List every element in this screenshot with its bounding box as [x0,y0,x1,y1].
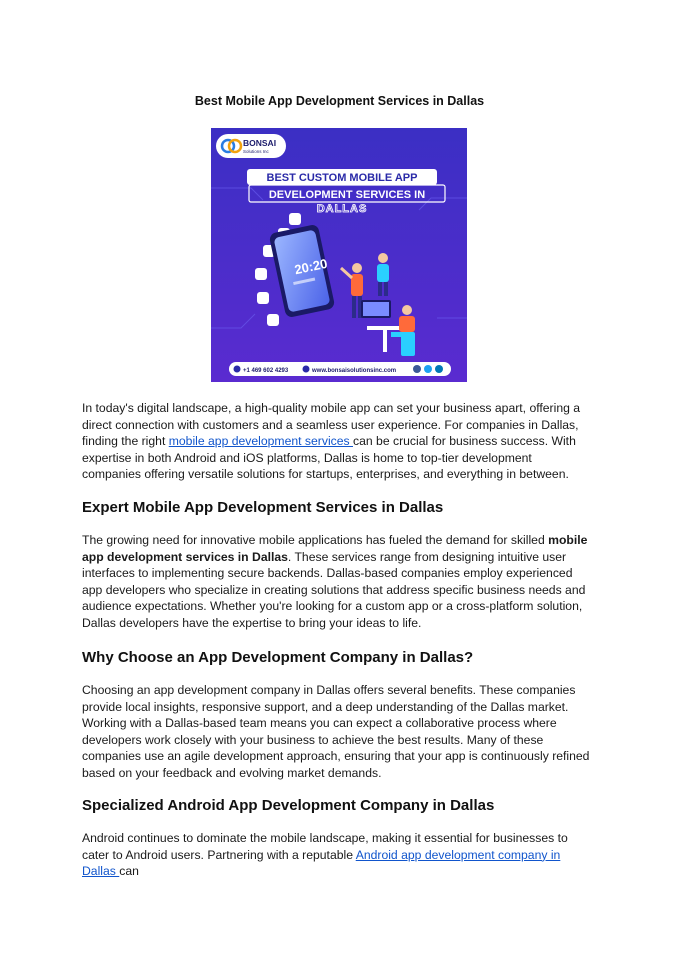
linkedin-icon [435,365,443,373]
document-title: Best Mobile App Development Services in Dallas [194,94,485,108]
expert-paragraph [82,532,592,632]
android-text-2: can [119,864,139,879]
android-app-development-link[interactable]: Android app development company in Dallas [82,847,561,879]
android-paragraph [82,830,592,880]
mobile-app-development-link[interactable]: mobile app development services [168,434,353,449]
why-paragraph: Choosing an app development company in Dallas offers several benefits. These companies provide local insights, responsive support, and a deep understanding of the Dallas market. Working with a Dallas-based team means you can expect a collaborative process where developers work closely with your business to achieve the best results. Many of these companies use an agile development approach, ensuring that your app is continuously refined based on your feedback and evolving market demands. [82,683,590,780]
facebook-icon [413,365,421,373]
banner-footer [229,362,451,376]
android-text-1: Android continues to dominate the mobile landscape, making it essential for businesses to cater to Android users. Partnering with a reputable [82,831,568,862]
twitter-icon [424,365,432,373]
expert-text-2: . These services range from designing intuitive user interfaces to implementing secure backends. Dallas-based companies employ experienced app developers who specialize in creating solutions that address specific business needs and audience expectations. Whether you're looking for a custom app or a cross-platform solution, Dallas developers have the expertise to bring your ideas to life. [82,549,586,630]
contact-phone: +1 469 602 4293 [243,368,289,374]
expert-heading: Expert Mobile App Development Services in Dallas [82,499,444,516]
headline-line1: BEST CUSTOM MOBILE APP [266,172,418,184]
expert-bold: mobile app development services in Dallas [82,533,588,564]
intro-paragraph [82,400,592,483]
why-heading: Why Choose an App Development Company in Dallas? [82,649,474,666]
phone-time: 20:20 [293,255,329,278]
android-heading: Specialized Android App Development Company in Dallas [82,797,495,814]
logo-name: BONSAI [243,138,277,148]
headline-city: DALLAS [316,203,368,215]
logo-sub: Solutions Inc [243,149,269,154]
intro-text-2: can be crucial for business success. With expertise in both Android and iOS platforms, Dallas is home to top-tier development companies offering versatile solutions for startups, enterprises, and everything in between. [82,434,576,482]
banner-background [211,128,467,382]
bonsai-logo [216,134,286,158]
intro-text-1: In today's digital landscape, a high-quality mobile app can set your business apart, offering a direct connection with customers and a seamless user experience. For companies in Dallas, finding the right [82,401,581,449]
contact-web: www.bonsaisolutionsinc.com [312,368,397,374]
expert-text-1: The growing need for innovative mobile applications has fueled the demand for skilled [82,533,549,547]
banner-image [211,128,467,382]
headline-line2: DEVELOPMENT SERVICES IN [268,189,426,201]
